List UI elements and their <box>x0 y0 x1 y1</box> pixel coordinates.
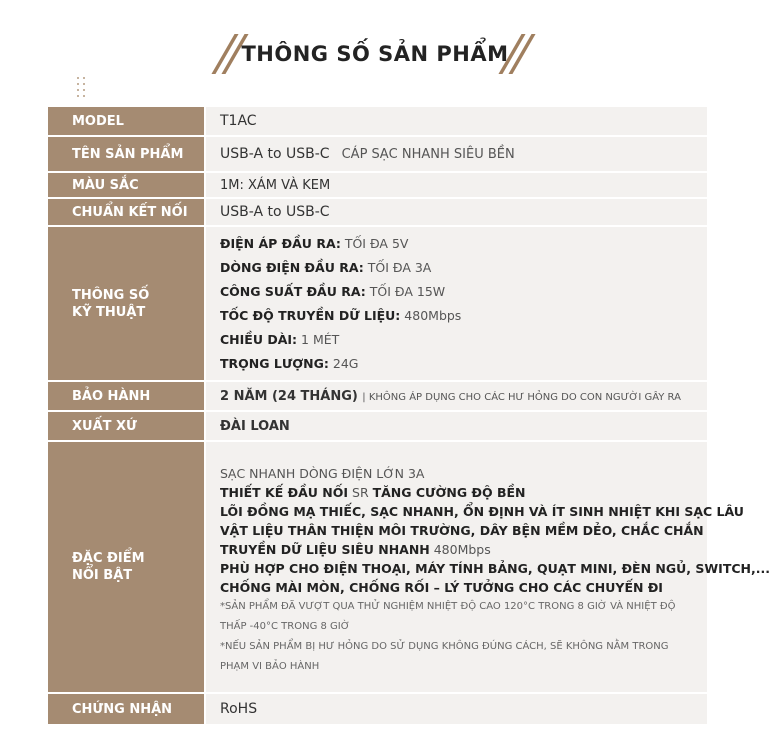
product-name-extra: CÁP SẠC NHANH SIÊU BỀN <box>341 147 515 162</box>
specs-label-line2: KỸ THUẬT <box>72 304 146 320</box>
row-label <box>48 442 204 692</box>
feature-item: LÕI ĐỒNG MẠ THIẾC, SẠC NHANH, ỔN ĐỊNH VÀ ÍT SINH NHIỆT KHI SẠC LÂU <box>220 503 744 519</box>
page-title: THÔNG SỐ SẢN PHẨM <box>241 42 509 66</box>
row-value <box>206 412 707 440</box>
spec-item: ĐIỆN ÁP ĐẦU RA: TỐI ĐA 5V <box>220 235 409 251</box>
spec-item: DÒNG ĐIỆN ĐẦU RA: TỐI ĐA 3A <box>220 259 432 275</box>
row-connector <box>48 199 707 225</box>
feature-item: CHỐNG MÀI MÒN, CHỐNG RỐI – LÝ TƯỞNG CHO CÁC CHUYẾN ĐI <box>220 579 663 595</box>
row-value <box>206 107 707 135</box>
row-color <box>48 173 707 197</box>
row-value <box>206 442 770 692</box>
decor-dots <box>77 77 87 101</box>
feature-item: SẠC NHANH DÒNG ĐIỆN LỚN 3A <box>220 465 425 481</box>
row-label: MODEL <box>48 107 204 135</box>
specs-label-line1: THÔNG SỐ <box>72 287 150 303</box>
row-value <box>206 173 707 197</box>
row-model <box>48 107 707 135</box>
spec-item: CHIỀU DÀI: 1 MÉT <box>220 331 340 347</box>
row-features <box>48 442 770 692</box>
row-value <box>206 227 707 380</box>
row-label: TÊN SẢN PHẨM <box>48 137 204 171</box>
row-value <box>206 137 707 171</box>
spec-item: TỐC ĐỘ TRUYỀN DỮ LIỆU: 480Mbps <box>220 307 462 323</box>
features-label-line2: NỔI BẬT <box>72 568 133 583</box>
page-header <box>0 34 750 74</box>
product-name-main: USB-A to USB-C <box>220 146 330 162</box>
spec-table <box>48 107 770 724</box>
color-value: 1M: XÁM VÀ KEM <box>220 177 331 193</box>
cert-value: RoHS <box>220 701 258 717</box>
connector-value: USB-A to USB-C <box>220 204 330 220</box>
row-warranty <box>48 382 707 410</box>
feature-note: *SẢN PHẨM ĐÃ VƯỢT QUA THỬ NGHIỆM NHIỆT ĐỘ CAO 120°C TRONG 8 GIỜ VÀ NHIỆT ĐỘ <box>220 600 676 612</box>
row-value <box>206 199 707 225</box>
feature-item: TRUYỀN DỮ LIỆU SIÊU NHANH 480Mbps <box>220 541 491 557</box>
row-label: XUẤT XỨ <box>48 412 204 440</box>
spec-item: TRỌNG LƯỢNG: 24G <box>220 355 359 371</box>
warranty-value: 2 NĂM (24 THÁNG) <box>220 389 358 404</box>
feature-item: PHÙ HỢP CHO ĐIỆN THOẠI, MÁY TÍNH BẢNG, QUẠT MINI, ĐÈN NGỦ, SWITCH,... <box>220 560 770 576</box>
feature-note: PHẠM VI BẢO HÀNH <box>220 660 320 672</box>
row-origin <box>48 412 707 440</box>
model-value: T1AC <box>220 113 257 129</box>
features-label-line1: ĐẶC ĐIỂM <box>72 551 145 566</box>
warranty-note: | KHÔNG ÁP DỤNG CHO CÁC HƯ HỎNG DO CON NGƯỜI GÂY RA <box>362 392 681 403</box>
feature-note: *NẾU SẢN PHẨM BỊ HƯ HỎNG DO SỬ DỤNG KHÔNG ĐÚNG CÁCH, SẼ KHÔNG NẰM TRONG <box>220 640 669 652</box>
row-value <box>206 694 707 724</box>
origin-value: ĐÀI LOAN <box>220 418 290 434</box>
row-label: CHUẨN KẾT NỐI <box>48 199 204 225</box>
row-label <box>48 227 204 380</box>
feature-note: THẤP -40°C TRONG 8 GIỜ <box>220 620 350 632</box>
row-value <box>206 382 707 410</box>
spec-item: CÔNG SUẤT ĐẦU RA: TỐI ĐA 15W <box>220 283 446 299</box>
row-label: CHỨNG NHẬN <box>48 694 204 724</box>
feature-item: VẬT LIỆU THÂN THIỆN MÔI TRƯỜNG, DÂY BỆN MỀM DẺO, CHẮC CHẮN <box>220 522 704 538</box>
row-label: BẢO HÀNH <box>48 382 204 410</box>
row-specs <box>48 227 707 380</box>
row-certification <box>48 694 707 724</box>
row-product-name <box>48 137 707 171</box>
feature-item: THIẾT KẾ ĐẦU NỐI SR TĂNG CƯỜNG ĐỘ BỀN <box>220 484 526 500</box>
row-label: MÀU SẮC <box>48 173 204 197</box>
